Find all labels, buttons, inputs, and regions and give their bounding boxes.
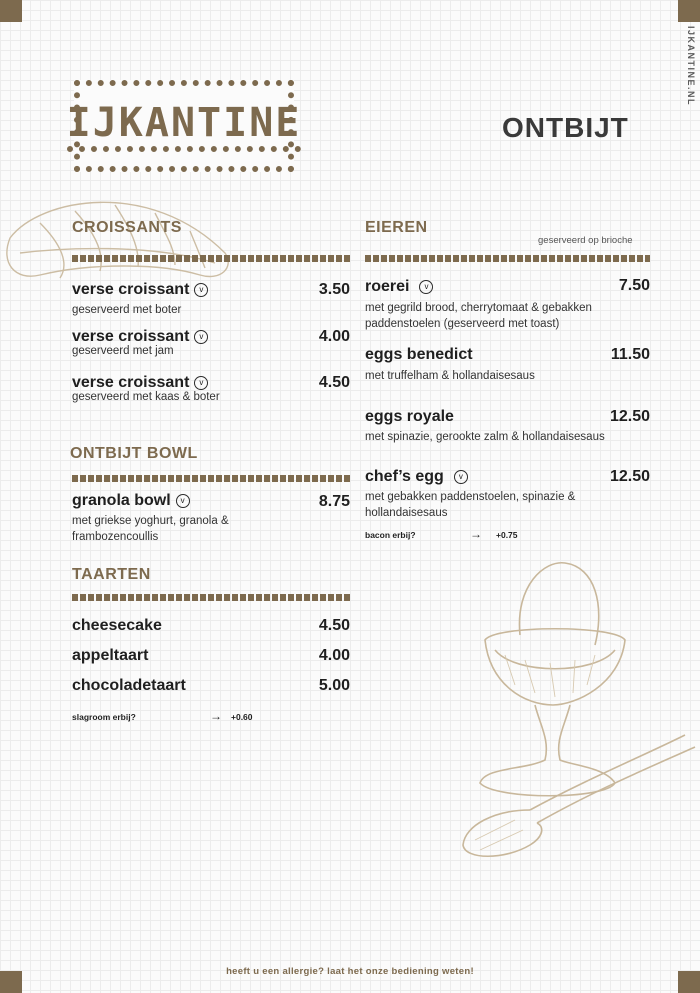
menu-item-price: 11.50 xyxy=(610,346,650,363)
brand-logo xyxy=(66,80,302,172)
section-divider xyxy=(72,255,350,262)
vegetarian-icon: v xyxy=(194,330,208,344)
menu-item-name: verse croissant v xyxy=(72,281,208,299)
menu-item-name: verse croissant v xyxy=(72,374,208,392)
menu-item-name: eggs royale xyxy=(365,408,454,425)
menu-item-price: 4.00 xyxy=(318,328,350,345)
arrow-icon: → xyxy=(210,709,222,723)
menu-item-name: roerei v xyxy=(365,278,433,296)
menu-item-description: met truffelham & hollandaisesaus xyxy=(365,370,535,382)
menu-item-price: 3.50 xyxy=(318,281,350,298)
egg-cup-illustration xyxy=(455,555,700,870)
arrow-icon: → xyxy=(470,527,482,541)
menu-item-name: granola bowl v xyxy=(72,492,190,510)
menu-item-description: geserveerd met jam xyxy=(72,345,174,357)
menu-item-price: 8.75 xyxy=(318,493,350,510)
menu-item-description: met gebakken paddenstoelen, spinazie & hollandaisesaus xyxy=(365,491,576,519)
menu-item-description: met griekse yoghurt, granola & frambozencoullis xyxy=(72,515,229,543)
menu-item-description: met gegrild brood, cherrytomaat & gebakken paddenstoelen (geserveerd met toast) xyxy=(365,302,592,330)
vegetarian-icon: v xyxy=(194,376,208,390)
extra-option-price: +0.60 xyxy=(231,712,253,722)
menu-item-name: eggs benedict xyxy=(365,346,473,363)
menu-item-name: appeltaart xyxy=(72,647,149,664)
corner-block-top-right xyxy=(678,0,700,22)
section-heading-taarten: TAARTEN xyxy=(72,566,151,583)
menu-item-price: 5.00 xyxy=(318,677,350,694)
menu-item-name: chocoladetaart xyxy=(72,677,186,694)
menu-item-price: 7.50 xyxy=(618,277,650,294)
menu-item-price: 12.50 xyxy=(609,408,650,425)
corner-block-top-left xyxy=(0,0,22,22)
vegetarian-icon: v xyxy=(419,280,433,294)
menu-item-description: geserveerd met boter xyxy=(72,304,182,316)
extra-option-label: bacon erbij? xyxy=(365,530,416,540)
section-divider xyxy=(72,594,350,601)
vegetarian-icon: v xyxy=(176,494,190,508)
menu-item-name: verse croissant v xyxy=(72,328,208,346)
menu-item-price: 4.00 xyxy=(318,647,350,664)
section-divider xyxy=(72,475,350,482)
site-url[interactable]: IJKANTINE.NL xyxy=(686,26,696,107)
menu-item-price: 12.50 xyxy=(609,468,650,485)
vegetarian-icon: v xyxy=(454,470,468,484)
menu-item-name: cheesecake xyxy=(72,617,162,634)
section-heading-croissants: CROISSANTS xyxy=(72,219,182,236)
logo-lettering: IJKANTINE xyxy=(74,80,294,172)
vegetarian-icon: v xyxy=(194,283,208,297)
menu-item-description: geserveerd met kaas & boter xyxy=(72,391,220,403)
menu-item-name: chef’s egg v xyxy=(365,468,468,486)
section-heading-ontbijt-bowl: ONTBIJT BOWL xyxy=(70,445,198,462)
extra-option-price: +0.75 xyxy=(496,530,518,540)
menu-item-price: 4.50 xyxy=(318,374,350,391)
menu-item-description: met spinazie, gerookte zalm & hollandaisesaus xyxy=(365,431,605,443)
section-note: geserveerd op brioche xyxy=(538,235,633,246)
section-divider xyxy=(365,255,650,262)
allergy-footer-note: heeft u een allergie? laat het onze bediening weten! xyxy=(226,966,474,977)
extra-option-label: slagroom erbij? xyxy=(72,712,136,722)
section-heading-eieren: EIEREN xyxy=(365,219,428,236)
menu-item-price: 4.50 xyxy=(318,617,350,634)
page-title: ONTBIJT xyxy=(502,112,629,143)
